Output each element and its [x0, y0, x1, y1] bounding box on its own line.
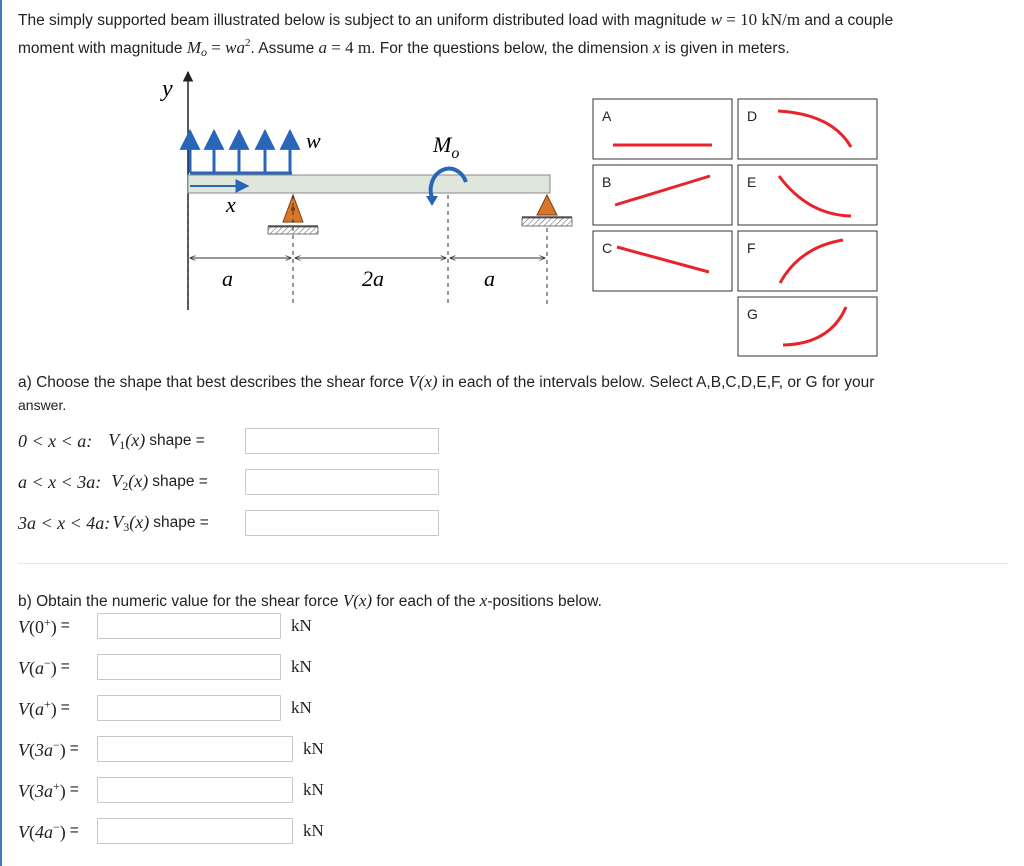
- eq-4aminus: =: [69, 822, 79, 839]
- w-symbol: w: [710, 10, 723, 29]
- w-value: 10 kN/m: [740, 10, 801, 29]
- section-divider: [18, 563, 1008, 564]
- part-b-text-2: for each of the: [372, 593, 480, 610]
- dim-label-a2: a: [484, 266, 495, 291]
- v-label-aminus: V(a−): [18, 655, 57, 678]
- intro-cont: and a couple: [800, 12, 894, 29]
- interval-row-3: [18, 510, 209, 536]
- shape-E-box: [738, 165, 877, 225]
- v-label-4aminus: V(4a−): [18, 819, 66, 842]
- v-aminus-input[interactable]: [97, 654, 281, 680]
- part-a-prompt: [18, 371, 1008, 417]
- x-symbol: x: [652, 38, 661, 57]
- shape-B-box: [593, 165, 732, 225]
- v1-shape-input[interactable]: [245, 428, 439, 454]
- shape-eq-1: shape =: [149, 432, 205, 449]
- unit-aminus: kN: [291, 657, 312, 676]
- mo-label: $M_o$: [433, 132, 460, 162]
- dimension-text: . For the questions below, the dimension: [371, 40, 653, 57]
- a-symbol: a: [318, 38, 328, 57]
- x-axis-label: x: [226, 192, 236, 217]
- part-a-text-3: answer.: [18, 397, 67, 413]
- a-value: 4 m: [345, 38, 372, 57]
- v-row-aminus: [18, 654, 70, 680]
- dim-label-2a: 2a: [362, 266, 384, 291]
- v3-shape-input[interactable]: [245, 510, 439, 536]
- dim-label-a1: a: [222, 266, 233, 291]
- shape-A-label: A: [602, 108, 612, 124]
- shape-F-label: F: [747, 240, 756, 256]
- part-b-text-3: -positions below.: [487, 593, 602, 610]
- x-sym-b: x: [479, 591, 488, 610]
- v2-function: V2(x): [111, 470, 149, 493]
- shape-D-label: D: [747, 108, 758, 124]
- eq-aplus: =: [60, 699, 70, 716]
- unit-0plus: kN: [291, 616, 312, 635]
- v-row-4aminus: [18, 818, 79, 844]
- shape-F-box: [738, 231, 877, 291]
- unit-aplus: kN: [291, 698, 312, 717]
- interval-1: 0 < x < a:: [18, 430, 93, 451]
- beam: [188, 175, 550, 193]
- v-0plus-input[interactable]: [97, 613, 281, 639]
- mo-symbol: M: [186, 38, 202, 57]
- v2-shape-input[interactable]: [245, 469, 439, 495]
- v-aplus-input[interactable]: [97, 695, 281, 721]
- part-a-text-2: in each of the intervals below. Select A,B,C,D,E,F, or G for your: [437, 374, 875, 391]
- w-load-label: w: [306, 128, 321, 153]
- roller-support: [522, 195, 572, 226]
- shape-C-box: [593, 231, 732, 291]
- eq-3aplus: =: [69, 781, 79, 798]
- v3-function: V3(x): [112, 511, 150, 534]
- wa-symbol: wa: [225, 38, 245, 57]
- moment-text: moment with magnitude: [18, 40, 187, 57]
- eq-aminus: =: [60, 658, 70, 675]
- v-label-aplus: V(a+): [18, 696, 57, 719]
- shape-G-box: [738, 297, 877, 356]
- unit-3aplus: kN: [303, 780, 324, 799]
- interval-2: a < x < 3a:: [18, 471, 102, 492]
- shape-C-label: C: [602, 240, 613, 256]
- v-4aminus-input[interactable]: [97, 818, 293, 844]
- interval-3: 3a < x < 4a:: [18, 512, 111, 533]
- interval-row-1: [18, 428, 205, 454]
- shape-eq-2: shape =: [152, 473, 208, 490]
- v-label-3aminus: V(3a−): [18, 737, 66, 760]
- v-row-3aplus: [18, 777, 79, 803]
- beam-diagram: [0, 0, 1024, 360]
- v-row-0plus: [18, 613, 70, 639]
- part-b-prompt: [18, 590, 602, 613]
- shape-G-label: G: [747, 306, 758, 322]
- wa-exponent: 2: [244, 37, 251, 49]
- unit-4aminus: kN: [303, 821, 324, 840]
- v-3aplus-input[interactable]: [97, 777, 293, 803]
- part-a-text-1: a) Choose the shape that best describes the shear force: [18, 374, 409, 391]
- shape-B-label: B: [602, 174, 612, 190]
- eq-3aminus: =: [69, 740, 79, 757]
- equals-sign: =: [327, 38, 346, 57]
- shape-D-box: [738, 99, 877, 159]
- shape-eq-3: shape =: [153, 514, 209, 531]
- shape-A-box: [593, 99, 732, 159]
- v-of-x: V(x): [408, 372, 438, 391]
- v-row-aplus: [18, 695, 70, 721]
- unit-3aminus: kN: [303, 739, 324, 758]
- y-axis-label: y: [162, 76, 173, 102]
- v-label-0plus: V(0+): [18, 614, 57, 637]
- v-row-3aminus: [18, 736, 79, 762]
- equals-sign: =: [722, 10, 741, 29]
- v-of-x-b: V(x): [342, 591, 373, 610]
- v1-function: V1(x): [108, 429, 146, 452]
- meters-text: is given in meters.: [660, 40, 790, 57]
- assume-text: . Assume: [250, 40, 319, 57]
- equals-sign: =: [207, 38, 226, 57]
- v-label-3aplus: V(3a+): [18, 778, 66, 801]
- intro-text: The simply supported beam illustrated below is subject to an uniform distributed load with magnitude: [18, 12, 711, 29]
- v-3aminus-input[interactable]: [97, 736, 293, 762]
- eq-0plus: =: [60, 617, 70, 634]
- shape-E-label: E: [747, 174, 757, 190]
- part-b-text-1: b) Obtain the numeric value for the shear force: [18, 593, 343, 610]
- mo-subscript: o: [201, 45, 208, 59]
- distributed-load: [190, 131, 292, 173]
- interval-row-2: [18, 469, 208, 495]
